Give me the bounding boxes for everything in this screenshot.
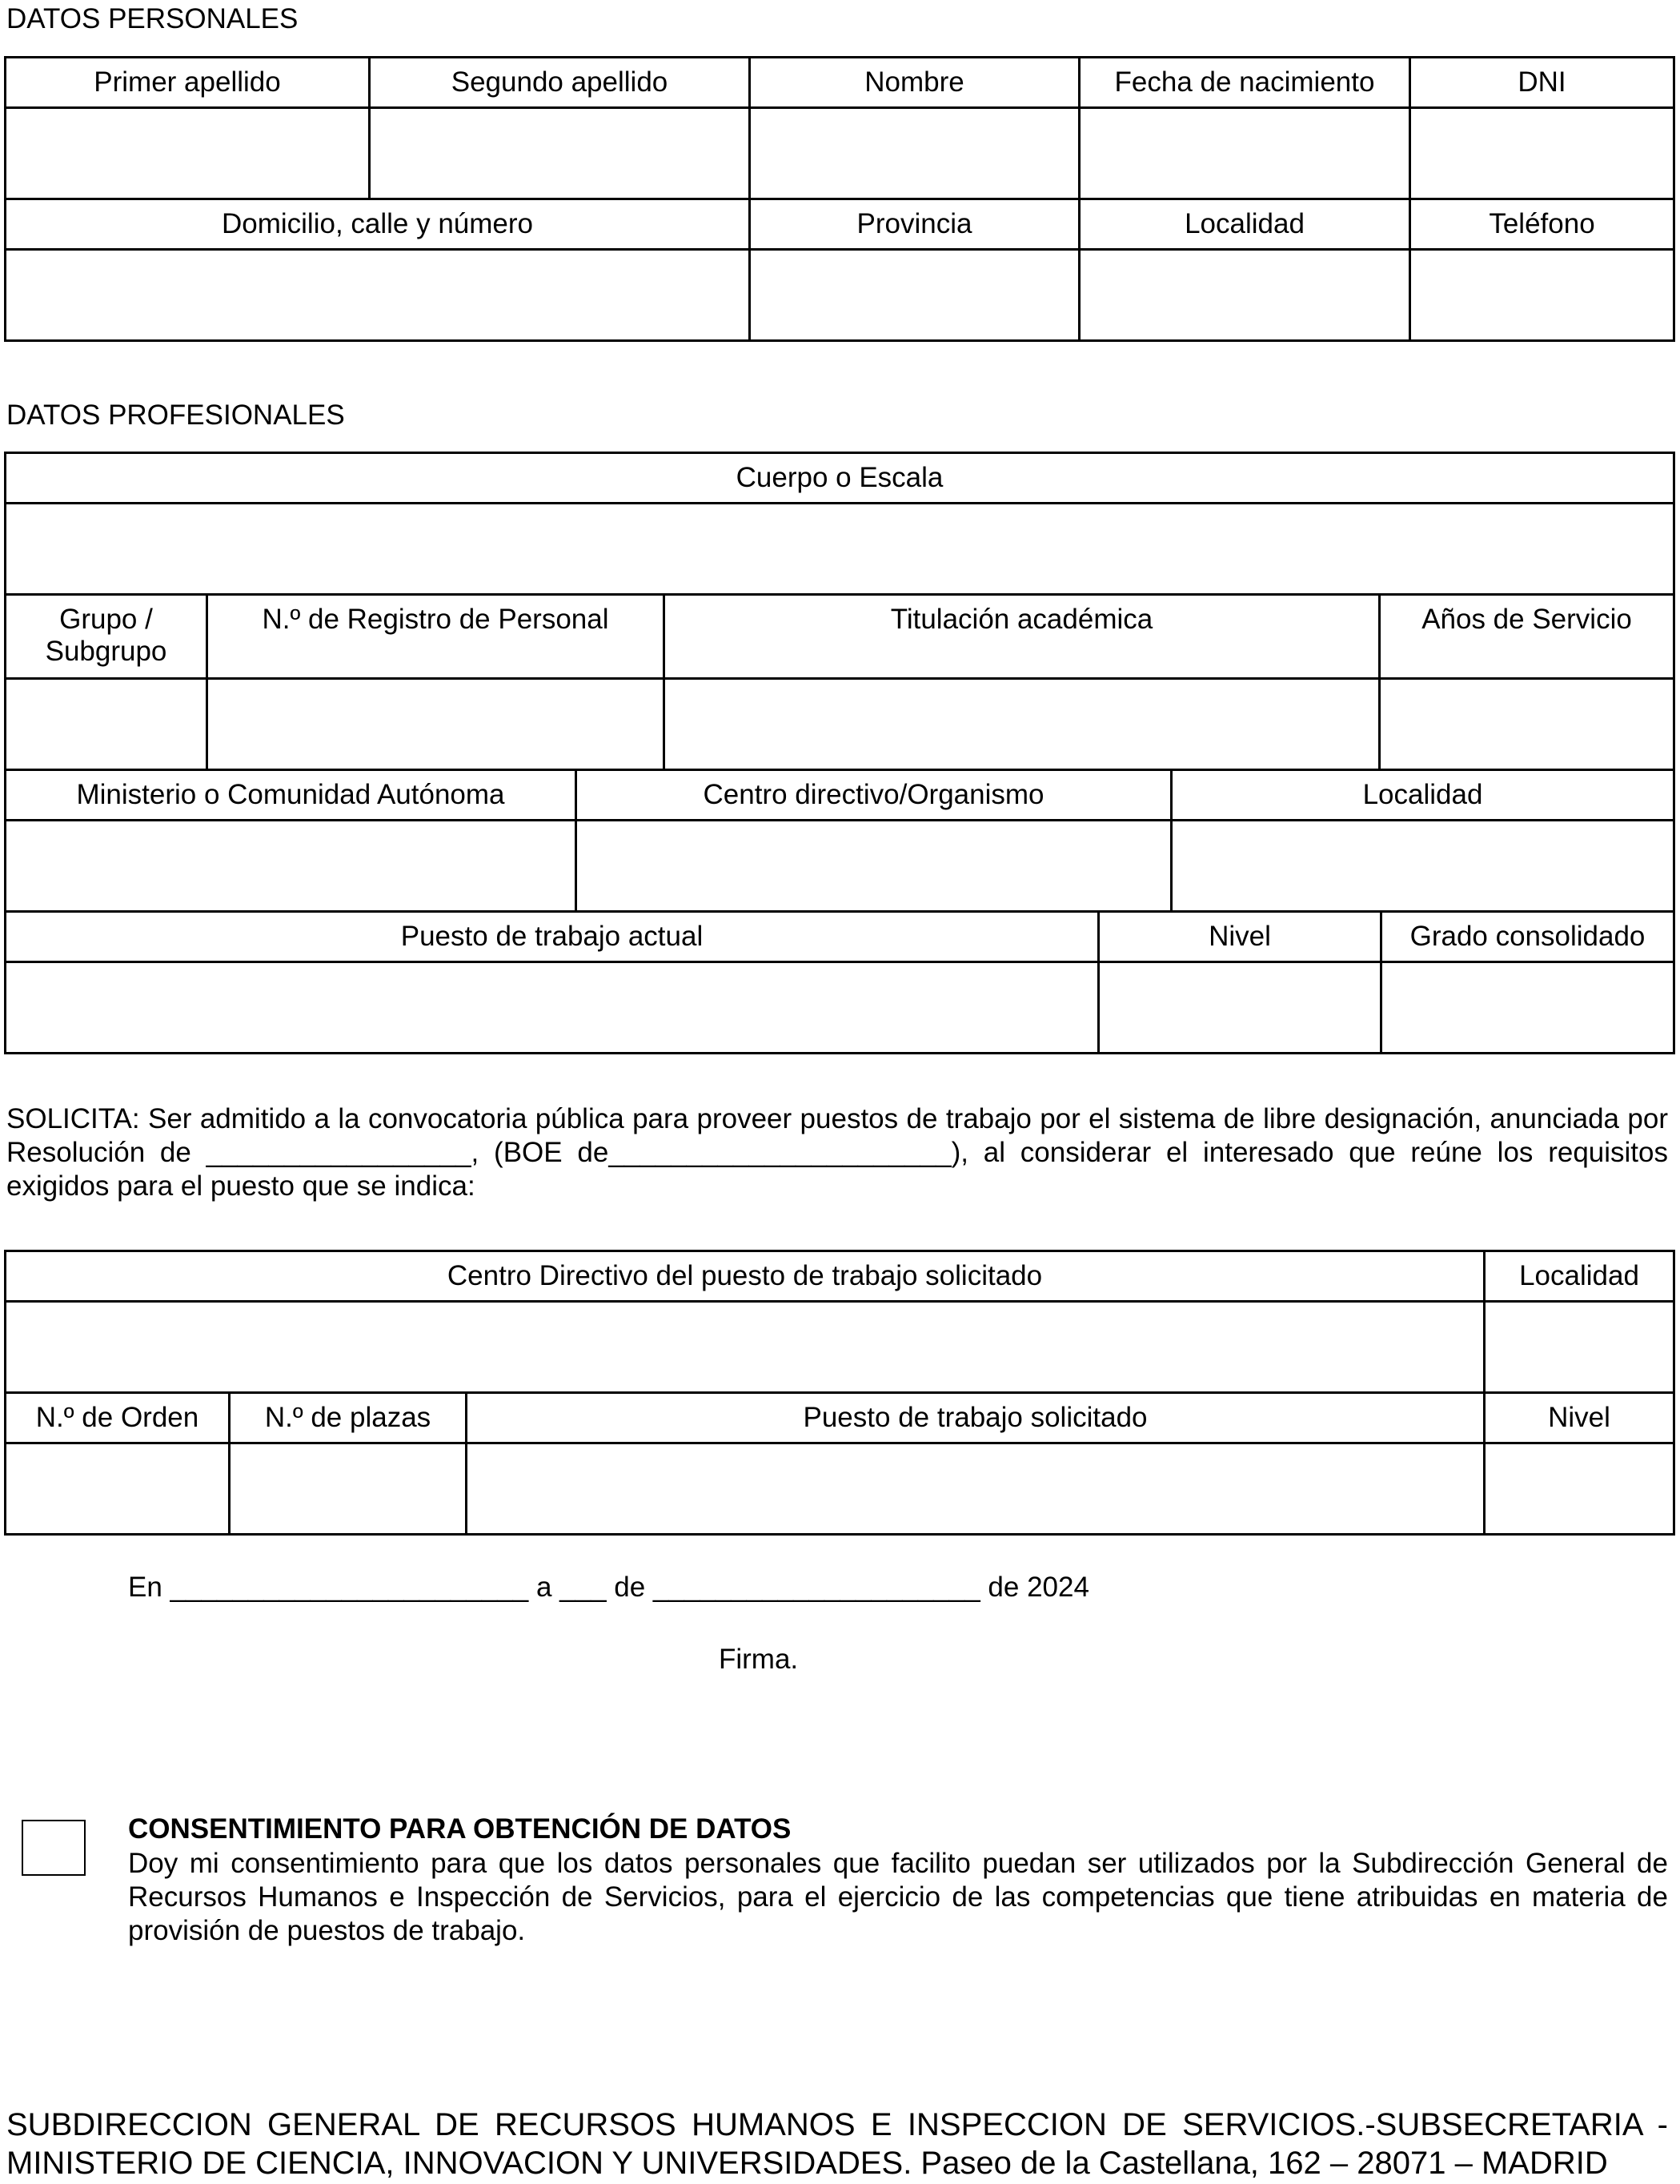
titulacion-field[interactable] xyxy=(664,679,1380,770)
header-numero-plazas: N.º de plazas xyxy=(230,1393,467,1443)
cuerpo-escala-field[interactable] xyxy=(6,504,1674,595)
professional-section-title: DATOS PROFESIONALES xyxy=(6,399,345,431)
numero-plazas-field[interactable] xyxy=(230,1443,467,1535)
header-puesto-solicitado: Puesto de trabajo solicitado xyxy=(467,1393,1485,1443)
header-nivel: Nivel xyxy=(1099,912,1381,962)
domicilio-field[interactable] xyxy=(6,250,750,341)
nombre-field[interactable] xyxy=(750,108,1080,199)
centro-solicitado-field[interactable] xyxy=(6,1302,1485,1393)
date-place-line[interactable]: En _______________________ a ___ de _____________________ de 2024 xyxy=(128,1572,1089,1603)
professional-data-table xyxy=(4,452,1675,1054)
primer-apellido-field[interactable] xyxy=(6,108,370,199)
header-localidad: Localidad xyxy=(1080,199,1410,250)
anos-servicio-field[interactable] xyxy=(1380,679,1674,770)
header-primer-apellido: Primer apellido xyxy=(6,58,370,108)
header-fecha-nacimiento: Fecha de nacimiento xyxy=(1080,58,1410,108)
header-anos-servicio: Años de Servicio xyxy=(1380,595,1674,679)
consent-title: CONSENTIMIENTO PARA OBTENCIÓN DE DATOS xyxy=(128,1813,792,1845)
localidad-field[interactable] xyxy=(1080,250,1410,341)
ministerio-field[interactable] xyxy=(6,821,576,912)
header-domicilio: Domicilio, calle y número xyxy=(6,199,750,250)
requested-post-table xyxy=(4,1250,1675,1536)
header-dni: DNI xyxy=(1410,58,1674,108)
grado-consolidado-field[interactable] xyxy=(1381,962,1674,1054)
segundo-apellido-field[interactable] xyxy=(370,108,750,199)
nivel-solicitado-field[interactable] xyxy=(1485,1443,1674,1535)
localidad-solicitado-field[interactable] xyxy=(1485,1302,1674,1393)
puesto-solicitado-field[interactable] xyxy=(467,1443,1485,1535)
registro-personal-field[interactable] xyxy=(207,679,664,770)
header-titulacion: Titulación académica xyxy=(664,595,1380,679)
puesto-actual-field[interactable] xyxy=(6,962,1099,1054)
header-localidad-solicitado: Localidad xyxy=(1485,1251,1674,1302)
header-provincia: Provincia xyxy=(750,199,1080,250)
nivel-field[interactable] xyxy=(1099,962,1381,1054)
telefono-field[interactable] xyxy=(1410,250,1674,341)
dni-field[interactable] xyxy=(1410,108,1674,199)
header-puesto-actual: Puesto de trabajo actual xyxy=(6,912,1099,962)
centro-directivo-field[interactable] xyxy=(576,821,1172,912)
header-nombre: Nombre xyxy=(750,58,1080,108)
footer-address: SUBDIRECCION GENERAL DE RECURSOS HUMANOS E INSPECCION DE SERVICIOS.-SUBSECRETARIA - MINISTERIO DE CIENCIA, INNOVACION Y UNIVERSIDADES. Paseo de la Castellana, 162 – 28071 – MADRID xyxy=(6,2107,1668,2181)
request-text: SOLICITA: Ser admitido a la convocatoria pública para proveer puestos de trabajo por el sistema de libre designación, anunciada por Resolución de _________________, (BOE de______________________), al considerar el interesado que reúne los requisitos exigidos para el puesto que se indica: xyxy=(6,1103,1668,1202)
grupo-subgrupo-field[interactable] xyxy=(6,679,207,770)
fecha-nacimiento-field[interactable] xyxy=(1080,108,1410,199)
consent-text: Doy mi consentimiento para que los datos personales que facilito puedan ser utilizados por la Subdirección General de Recursos Humanos e Inspección de Servicios, para el ejercicio de las competencias que tiene atribuidas en materia de provisión de puestos de trabajo. xyxy=(128,1848,1668,1946)
header-centro-directivo: Centro directivo/Organismo xyxy=(576,770,1172,821)
localidad-prof-field[interactable] xyxy=(1172,821,1674,912)
signature-label: Firma. xyxy=(719,1644,799,1675)
header-ministerio: Ministerio o Comunidad Autónoma xyxy=(6,770,576,821)
header-registro-personal: N.º de Registro de Personal xyxy=(207,595,664,679)
header-localidad-prof: Localidad xyxy=(1172,770,1674,821)
header-cuerpo-escala: Cuerpo o Escala xyxy=(6,453,1674,504)
numero-orden-field[interactable] xyxy=(6,1443,230,1535)
header-telefono: Teléfono xyxy=(1410,199,1674,250)
consent-checkbox[interactable] xyxy=(22,1820,86,1876)
header-numero-orden: N.º de Orden xyxy=(6,1393,230,1443)
provincia-field[interactable] xyxy=(750,250,1080,341)
personal-data-table xyxy=(4,56,1675,342)
header-segundo-apellido: Segundo apellido xyxy=(370,58,750,108)
personal-section-title: DATOS PERSONALES xyxy=(6,3,299,34)
header-grado-consolidado: Grado consolidado xyxy=(1381,912,1674,962)
header-grupo-subgrupo: Grupo / Subgrupo xyxy=(6,595,207,679)
header-centro-solicitado: Centro Directivo del puesto de trabajo solicitado xyxy=(6,1251,1485,1302)
header-nivel-solicitado: Nivel xyxy=(1485,1393,1674,1443)
